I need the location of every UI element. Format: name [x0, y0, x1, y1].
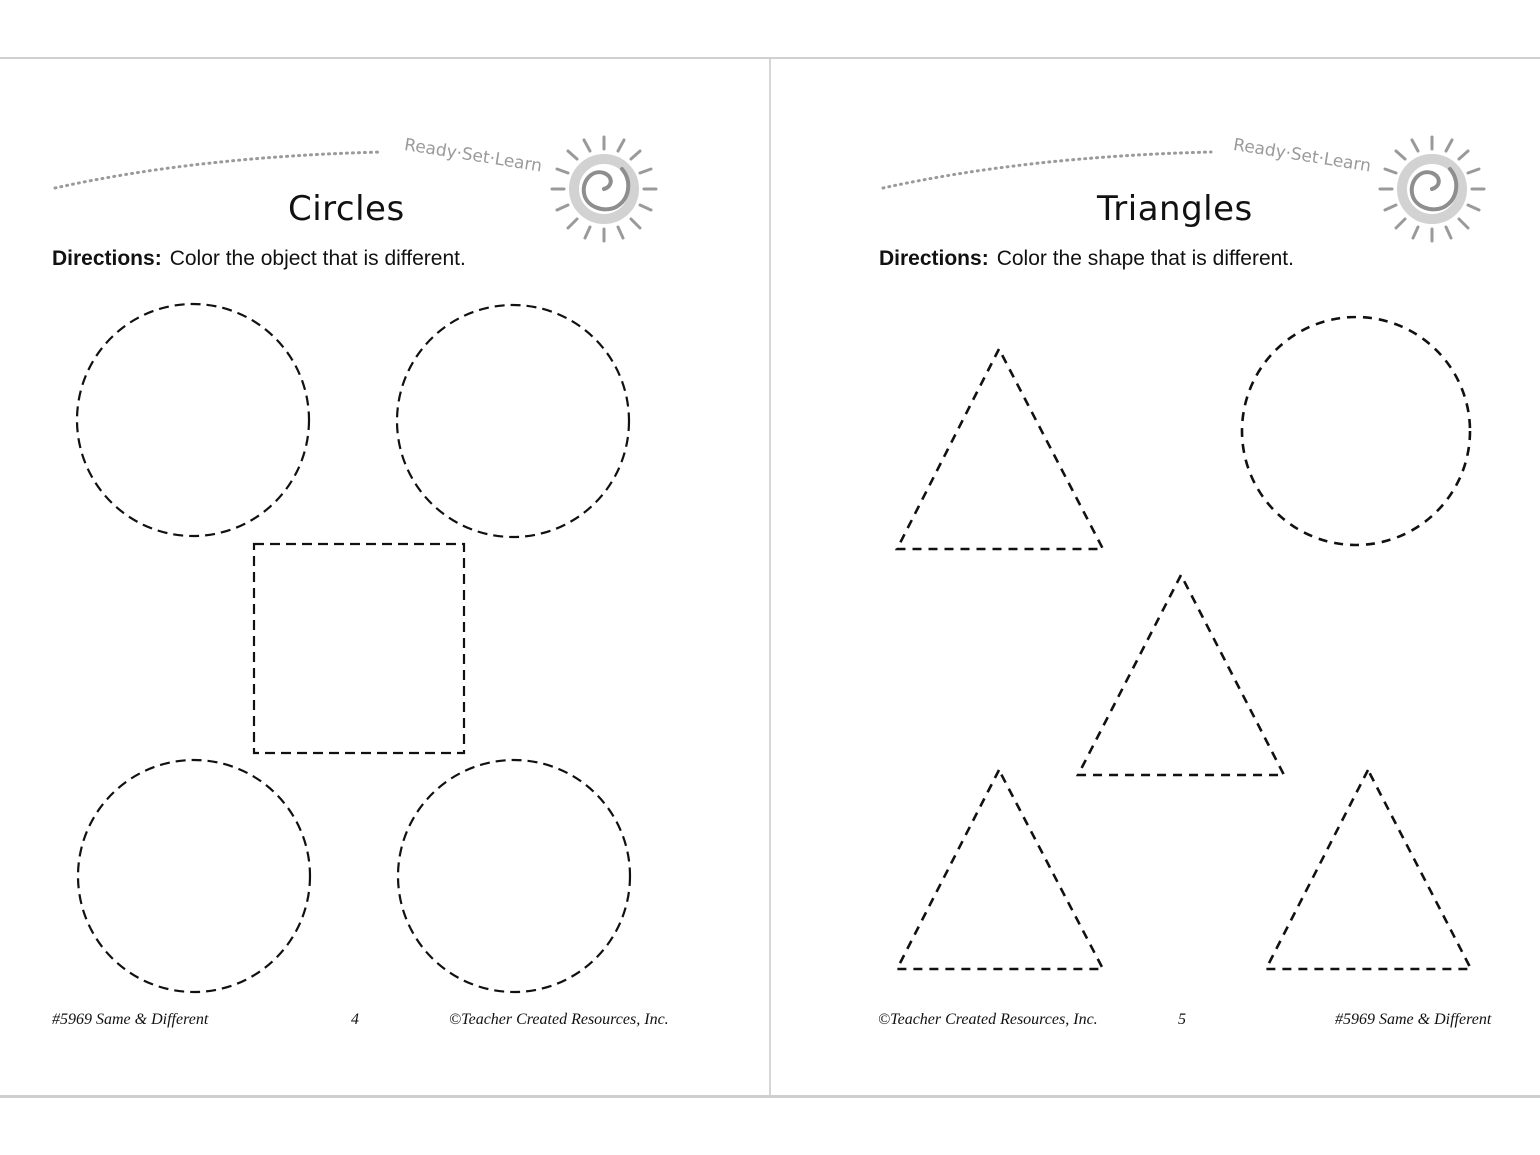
- directions: [52, 247, 466, 271]
- bottom-edge-rule: [0, 1095, 1540, 1098]
- triangle-shape: [1078, 575, 1284, 775]
- dotted-swoosh-decoration: [883, 152, 1211, 188]
- directions-text: Color the shape that is different.: [996, 247, 1294, 270]
- page-title: Circles: [288, 189, 405, 229]
- directions: [879, 247, 1294, 271]
- circle-shape: [78, 760, 310, 992]
- footer-page-number: 4: [351, 1011, 359, 1028]
- directions-label: Directions:: [52, 247, 162, 270]
- circle-shape: [77, 304, 309, 536]
- left-page: [0, 59, 769, 1095]
- triangle-shape: [897, 349, 1103, 549]
- ready-set-learn-logo-text: Ready·Set·Learn: [1231, 135, 1373, 177]
- right-page: [771, 59, 1540, 1095]
- footer-book-title: #5969 Same & Different: [52, 1011, 209, 1028]
- footer-copyright: ©Teacher Created Resources, Inc.: [878, 1011, 1098, 1028]
- directions-label: Directions:: [879, 247, 989, 270]
- footer-copyright: ©Teacher Created Resources, Inc.: [449, 1011, 669, 1028]
- circle-shape: [398, 760, 630, 992]
- triangle-shape: [897, 770, 1103, 969]
- directions-text: Color the object that is different.: [169, 247, 466, 270]
- dotted-swoosh-decoration: [55, 152, 382, 188]
- circle-shape: [1242, 317, 1470, 545]
- triangle-shape: [1266, 770, 1471, 969]
- footer-book-title: #5969 Same & Different: [1335, 1011, 1492, 1028]
- ready-set-learn-logo-text: Ready·Set·Learn: [402, 135, 544, 177]
- circle-shape: [397, 305, 629, 537]
- footer-page-number: 5: [1178, 1011, 1186, 1028]
- square-shape: [254, 544, 464, 753]
- sun-logo-icon: [1380, 137, 1484, 241]
- page-title: Triangles: [1097, 189, 1253, 229]
- sun-logo-icon: [552, 137, 656, 241]
